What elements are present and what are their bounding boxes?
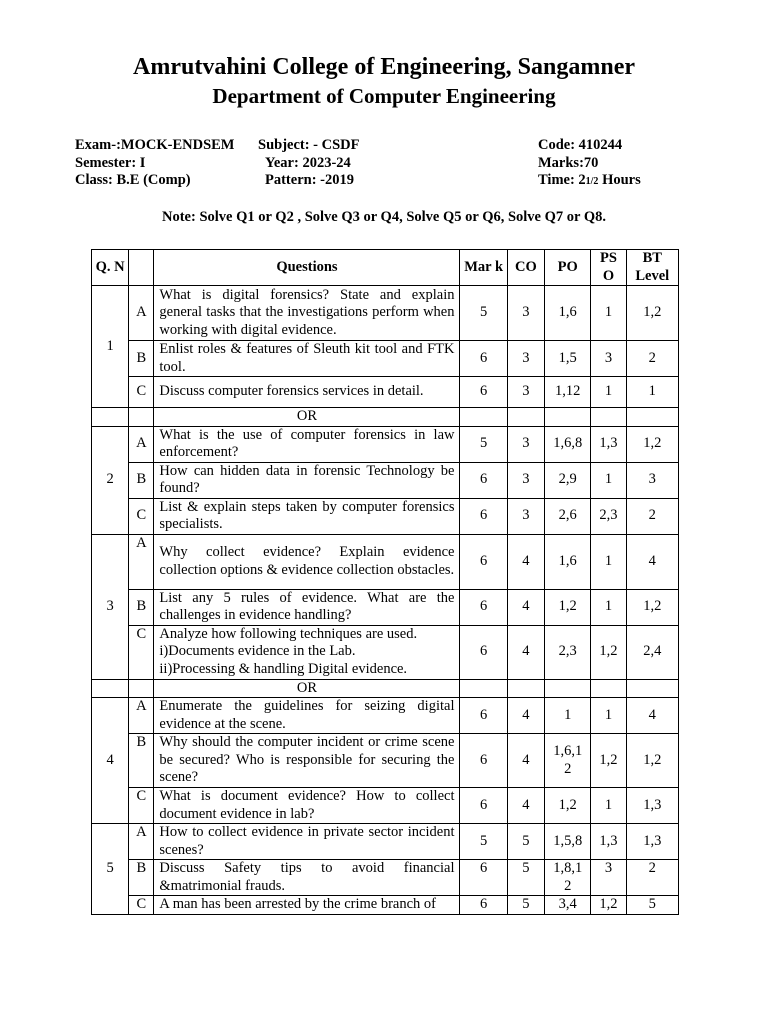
co-cell: 3 (507, 286, 544, 341)
question-text: How to collect evidence in private sector incident scenes? (154, 824, 460, 860)
po-cell: 2,6 (545, 498, 591, 534)
question-text: What is the use of computer forensics in law enforcement? (154, 426, 460, 462)
header-mark: Mar k (460, 250, 507, 286)
bt-cell: 1,2 (626, 589, 678, 625)
class-label: Class: B.E (Comp) (75, 172, 191, 188)
mark-cell: 6 (460, 498, 507, 534)
year-label: Year: 2023-24 (265, 154, 351, 171)
question-part: C (129, 625, 154, 679)
or-blank (507, 679, 544, 698)
subject-label: Subject: - CSDF (258, 137, 360, 153)
header-part (129, 250, 154, 286)
co-cell: 4 (507, 534, 544, 589)
or-blank (92, 679, 129, 698)
table-row (92, 734, 679, 788)
co-cell: 3 (507, 341, 544, 377)
question-number: 4 (92, 698, 129, 824)
bt-cell: 2 (626, 860, 678, 896)
pso-cell: 1,2 (591, 625, 626, 679)
mark-cell: 6 (460, 462, 507, 498)
pso-cell: 2,3 (591, 498, 626, 534)
pso-cell: 1,3 (591, 426, 626, 462)
header-po: PO (545, 250, 591, 286)
table-row (92, 286, 679, 341)
question-number: 3 (92, 534, 129, 679)
header-bt: BT Level (626, 250, 678, 286)
question-number: 1 (92, 286, 129, 408)
or-blank (507, 408, 544, 427)
question-part: C (129, 896, 154, 915)
meta-right (538, 137, 641, 191)
table-row (92, 788, 679, 824)
po-cell: 1,2 (545, 788, 591, 824)
mark-cell: 6 (460, 788, 507, 824)
co-cell: 3 (507, 498, 544, 534)
or-blank (129, 408, 154, 427)
question-part: A (129, 286, 154, 341)
header-pso: PS O (591, 250, 626, 286)
co-cell: 4 (507, 788, 544, 824)
question-text: Discuss Safety tips to avoid financial &matrimonial frauds. (154, 860, 460, 896)
meta-left (75, 137, 235, 190)
meta-middle (258, 137, 360, 190)
bt-cell: 5 (626, 896, 678, 915)
pso-cell: 1 (591, 698, 626, 734)
time-fraction: 1/2 (585, 176, 599, 187)
po-cell: 1,8,1 2 (545, 860, 591, 896)
table-header-row (92, 250, 679, 286)
department-title: Department of Computer Engineering (212, 84, 556, 108)
po-cell: 1,12 (545, 377, 591, 408)
or-row (92, 679, 679, 698)
question-line: i)Documents evidence in the Lab. (159, 643, 356, 660)
time-suffix: Hours (598, 172, 641, 188)
question-text: Enlist roles & features of Sleuth kit tool and FTK tool. (154, 341, 460, 377)
co-cell: 3 (507, 426, 544, 462)
college-title: Amrutvahini College of Engineering, Sangamner (133, 54, 635, 80)
question-table (91, 249, 679, 915)
pso-cell: 3 (591, 860, 626, 896)
question-number: 2 (92, 426, 129, 534)
question-part: B (129, 734, 154, 788)
mark-cell: 5 (460, 426, 507, 462)
or-blank (545, 679, 591, 698)
po-cell: 1,2 (545, 589, 591, 625)
bt-cell: 3 (626, 462, 678, 498)
co-cell: 5 (507, 824, 544, 860)
pso-cell: 1 (591, 377, 626, 408)
pso-cell: 1,3 (591, 824, 626, 860)
mark-cell: 6 (460, 698, 507, 734)
pso-cell: 3 (591, 341, 626, 377)
pattern-label: Pattern: -2019 (265, 172, 354, 188)
question-text: Discuss computer forensics services in detail. (154, 377, 460, 408)
or-blank (460, 679, 507, 698)
mark-cell: 6 (460, 377, 507, 408)
question-line: Analyze how following techniques are used. (159, 625, 418, 642)
table-row (92, 860, 679, 896)
table-row (92, 462, 679, 498)
question-text: What is digital forensics? State and explain general tasks that the investigations perform when working with digital evidence. (154, 286, 460, 341)
mark-cell: 5 (460, 286, 507, 341)
pso-cell: 1 (591, 589, 626, 625)
or-label: OR (154, 408, 460, 427)
question-part: A (129, 824, 154, 860)
or-blank (626, 408, 678, 427)
co-cell: 4 (507, 625, 544, 679)
question-part: C (129, 377, 154, 408)
table-row (92, 534, 679, 589)
mark-cell: 6 (460, 341, 507, 377)
pso-cell: 1,2 (591, 734, 626, 788)
or-blank (129, 679, 154, 698)
co-cell: 3 (507, 377, 544, 408)
pso-cell: 1 (591, 286, 626, 341)
or-blank (545, 408, 591, 427)
table-row (92, 426, 679, 462)
question-text: List any 5 rules of evidence. What are the challenges in evidence handling? (154, 589, 460, 625)
table-row (92, 341, 679, 377)
question-text: Why collect evidence? Explain evidence collection options & evidence collection obstacles. (154, 534, 460, 589)
co-cell: 4 (507, 698, 544, 734)
po-cell: 2,3 (545, 625, 591, 679)
bt-cell: 1,2 (626, 286, 678, 341)
question-text: Enumerate the guidelines for seizing digital evidence at the scene. (154, 698, 460, 734)
question-part: B (129, 589, 154, 625)
question-part: C (129, 498, 154, 534)
question-part: B (129, 462, 154, 498)
table-row (92, 625, 679, 679)
pso-cell: 1,2 (591, 896, 626, 915)
table-row (92, 377, 679, 408)
table-row (92, 824, 679, 860)
or-row (92, 408, 679, 427)
mark-cell: 6 (460, 896, 507, 915)
pso-cell: 1 (591, 462, 626, 498)
bt-cell: 1,2 (626, 426, 678, 462)
time-label (538, 172, 641, 191)
bt-cell: 1,2 (626, 734, 678, 788)
marks-label: Marks:70 (538, 154, 599, 171)
question-text: How can hidden data in forensic Technology be found? (154, 462, 460, 498)
po-cell: 1,6 (545, 534, 591, 589)
question-number: 5 (92, 824, 129, 915)
bt-cell: 2 (626, 498, 678, 534)
or-blank (92, 408, 129, 427)
table-row (92, 896, 679, 915)
bt-cell: 1 (626, 377, 678, 408)
mark-cell: 6 (460, 860, 507, 896)
exam-label: Exam-:MOCK-ENDSEM (75, 137, 235, 153)
or-label: OR (154, 679, 460, 698)
question-text: Why should the computer incident or crime scene be secured? Who is responsible for securing the scene? (154, 734, 460, 788)
table-row (92, 589, 679, 625)
question-part: B (129, 860, 154, 896)
bt-cell: 2 (626, 341, 678, 377)
question-text (154, 625, 460, 679)
po-cell: 1,6 (545, 286, 591, 341)
bt-cell: 1,3 (626, 788, 678, 824)
header-qn: Q. N (92, 250, 129, 286)
po-cell: 1,5,8 (545, 824, 591, 860)
co-cell: 3 (507, 462, 544, 498)
or-blank (591, 679, 626, 698)
po-cell: 2,9 (545, 462, 591, 498)
co-cell: 5 (507, 896, 544, 915)
question-part: B (129, 341, 154, 377)
po-cell: 1,6,8 (545, 426, 591, 462)
question-line: ii)Processing & handling Digital evidence. (159, 660, 408, 677)
or-blank (460, 408, 507, 427)
question-text: List & explain steps taken by computer forensics specialists. (154, 498, 460, 534)
bt-cell: 4 (626, 534, 678, 589)
mark-cell: 6 (460, 534, 507, 589)
co-cell: 4 (507, 734, 544, 788)
question-text: What is document evidence? How to collect document evidence in lab? (154, 788, 460, 824)
code-label: Code: 410244 (538, 137, 623, 153)
pso-cell: 1 (591, 788, 626, 824)
question-part: C (129, 788, 154, 824)
header-co: CO (507, 250, 544, 286)
pso-cell: 1 (591, 534, 626, 589)
or-blank (591, 408, 626, 427)
po-cell: 1 (545, 698, 591, 734)
bt-cell: 2,4 (626, 625, 678, 679)
mark-cell: 5 (460, 824, 507, 860)
mark-cell: 6 (460, 734, 507, 788)
mark-cell: 6 (460, 625, 507, 679)
table-row (92, 698, 679, 734)
question-part: A (129, 426, 154, 462)
table-row (92, 498, 679, 534)
bt-cell: 1,3 (626, 824, 678, 860)
bt-cell: 4 (626, 698, 678, 734)
question-part: A (129, 698, 154, 734)
co-cell: 5 (507, 860, 544, 896)
question-part: A (129, 534, 154, 589)
instructions-note: Note: Solve Q1 or Q2 , Solve Q3 or Q4, Solve Q5 or Q6, Solve Q7 or Q8. (162, 209, 606, 225)
header-questions: Questions (154, 250, 460, 286)
po-cell: 3,4 (545, 896, 591, 915)
question-text: A man has been arrested by the crime branch of (154, 896, 460, 915)
or-blank (626, 679, 678, 698)
semester-label: Semester: I (75, 154, 146, 171)
po-cell: 1,6,1 2 (545, 734, 591, 788)
po-cell: 1,5 (545, 341, 591, 377)
mark-cell: 6 (460, 589, 507, 625)
co-cell: 4 (507, 589, 544, 625)
time-prefix: Time: 2 (538, 172, 586, 188)
